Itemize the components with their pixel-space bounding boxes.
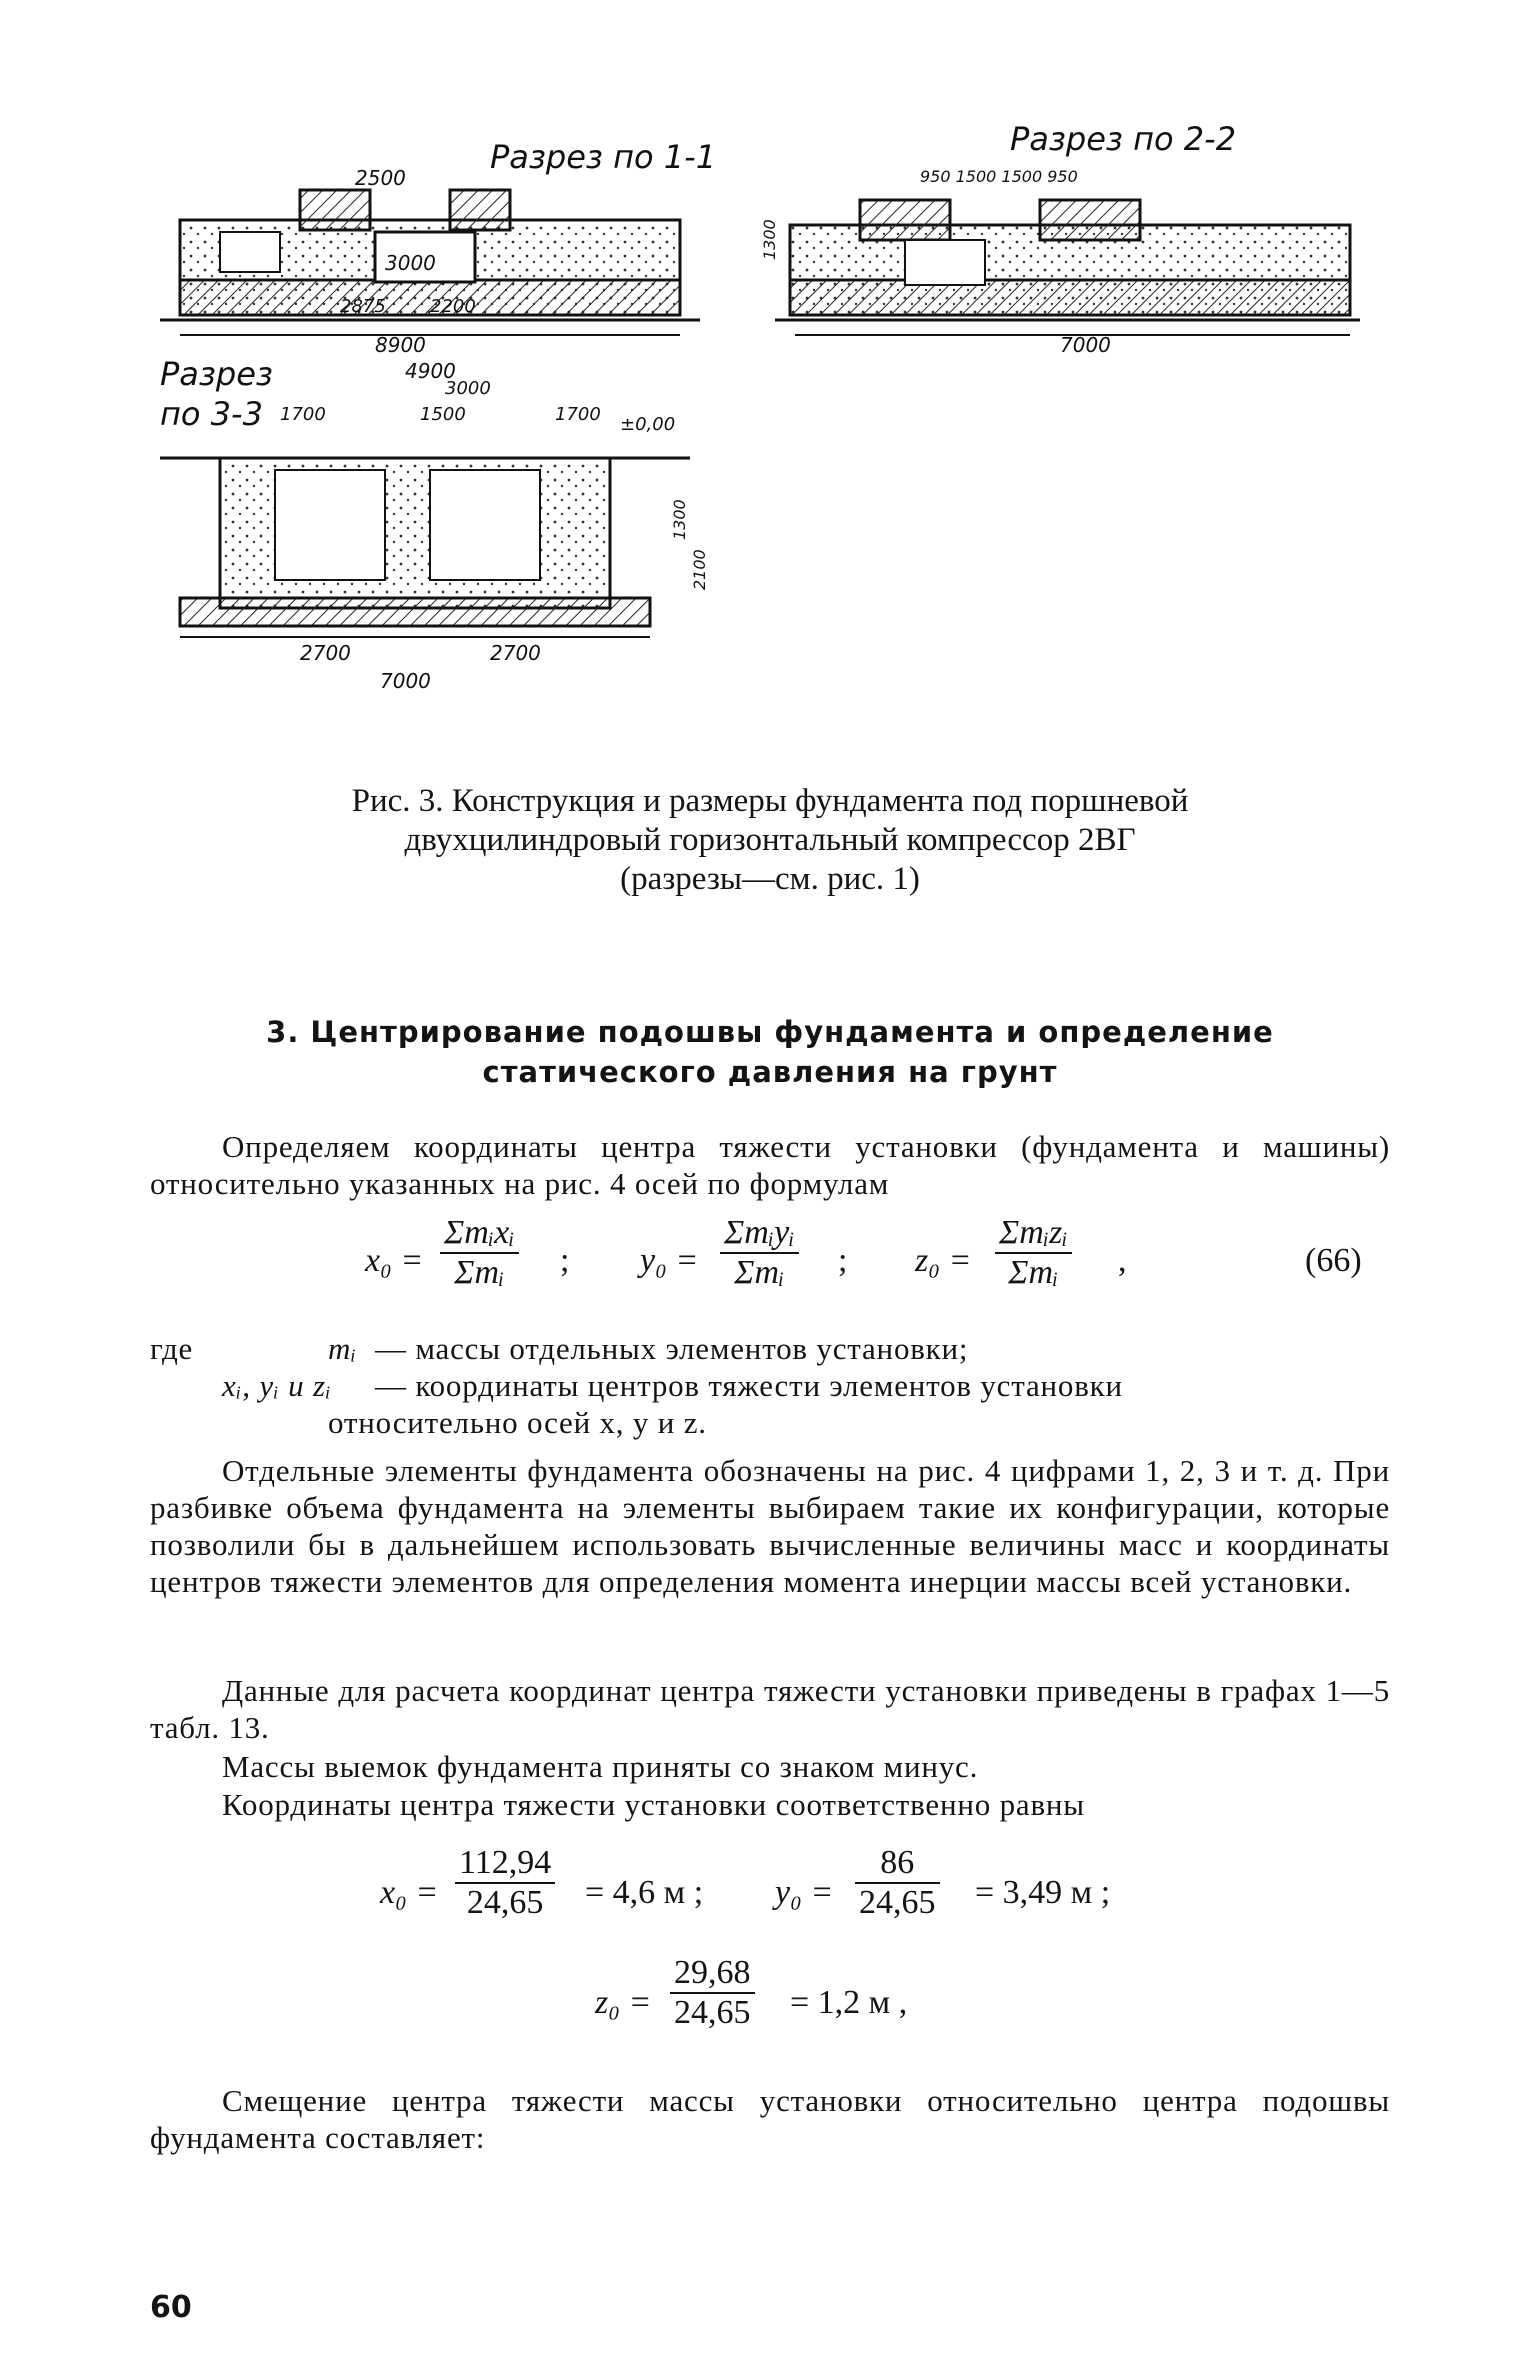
where-xyz-symbol: xᵢ, yᵢ и zᵢ <box>222 1368 332 1403</box>
page-number: 60 <box>150 2290 192 2325</box>
calc-x-result: = 4,6 м ; <box>585 1874 704 1911</box>
z0-numerator: Σmᵢzᵢ <box>995 1214 1072 1254</box>
calc-z-result: = 1,2 м , <box>790 1984 908 2021</box>
calc-y-denominator: 24,65 <box>859 1884 936 1921</box>
section-3-3-title-a: Разрез <box>160 355 273 393</box>
foundation-drawing <box>160 120 1360 780</box>
x0-separator: ; <box>560 1242 570 1279</box>
section-2-2-title: Разрез по 2-2 <box>1010 120 1237 158</box>
where-m-symbol: mᵢ <box>328 1331 357 1366</box>
dim-s3-1700a: 1700 <box>280 404 326 425</box>
dim-s1-2500: 2500 <box>355 166 406 190</box>
paragraph-5: Смещение центра тяжести массы установки относительно центра подошвы фундамента составляет: <box>150 2083 1390 2155</box>
heading-line-2: статического давления на грунт <box>482 1055 1058 1089</box>
dim-s3-zero: ±0,00 <box>620 414 676 435</box>
paragraph-3: Массы выемок фундамента приняты со знаком минус. <box>222 1749 979 1784</box>
x0-fraction <box>440 1214 519 1292</box>
calc-y-result: = 3,49 м ; <box>975 1874 1111 1911</box>
dim-s3-1300: 1300 <box>670 499 689 540</box>
dim-s3-2700a: 2700 <box>300 641 351 665</box>
intro-paragraph: Определяем координаты центра тяжести установки (фундамента и машины) относительно указанных на рис. 4 осей по формулам <box>150 1129 1390 1201</box>
x0-numerator: Σmᵢxᵢ <box>440 1214 519 1254</box>
where-label: где <box>150 1331 194 1366</box>
calc-y-numerator: 86 <box>855 1844 940 1884</box>
heading-line-1: 3. Центрирование подошвы фундамента и определение <box>266 1015 1274 1049</box>
calc-x-fraction <box>455 1844 555 1922</box>
x0-denominator: Σmᵢ <box>454 1254 505 1291</box>
z0-lhs: z₀ = <box>915 1242 972 1279</box>
dim-s3-1700b: 1700 <box>555 404 601 425</box>
z0-separator: , <box>1118 1242 1127 1279</box>
dim-s3-3000: 3000 <box>445 378 491 399</box>
dim-s2-7000: 7000 <box>1060 333 1111 357</box>
section-heading <box>230 1012 1310 1092</box>
paragraph-4: Координаты центра тяжести установки соответственно равны <box>222 1787 1085 1822</box>
caption-line-2: двухцилиндровый горизонтальный компрессор 2ВГ <box>404 822 1136 858</box>
caption-line-3: (разрезы—см. рис. 1) <box>620 861 920 897</box>
y0-numerator: Σmᵢyᵢ <box>720 1214 799 1254</box>
section-3-3-title-b: по 3-3 <box>160 395 263 433</box>
equation-number: (66) <box>1305 1242 1362 1279</box>
dim-s3-7000: 7000 <box>380 669 431 693</box>
dim-s3-2100: 2100 <box>690 549 709 590</box>
section-1-1-title: Разрез по 1-1 <box>490 138 717 176</box>
calc-z-fraction <box>670 1954 755 2032</box>
y0-lhs: y₀ = <box>640 1242 699 1279</box>
calc-x-denominator: 24,65 <box>466 1884 544 1921</box>
z0-denominator: Σmᵢ <box>1008 1254 1059 1291</box>
calc-z-lhs: z₀ = <box>595 1984 652 2021</box>
calc-z-denominator: 24,65 <box>674 1994 751 2031</box>
where-xyz-cont: относительно осей x, y и z. <box>328 1405 707 1440</box>
dim-s1-8900: 8900 <box>375 333 426 357</box>
center-calculation <box>0 1840 1535 2060</box>
y0-denominator: Σmᵢ <box>734 1254 785 1291</box>
where-m-text: — массы отдельных элементов установки; <box>375 1331 969 1366</box>
dim-s3-4900: 4900 <box>405 359 456 383</box>
dim-s1-2200: 2200 <box>430 296 476 317</box>
calc-x-numerator: 112,94 <box>455 1844 555 1884</box>
formula-66 <box>0 1210 1535 1310</box>
paragraph-1: Отдельные элементы фундамента обозначены на рис. 4 цифрами 1, 2, 3 и т. д. При разбивке объема фундамента на элементы выбираем такие их конфигурации, которые позволили бы в дальнейшем использовать вычисленные величины масс и координаты центров тяжести элементов для определения момента инерции массы всей установки. <box>150 1453 1390 1599</box>
y0-separator: ; <box>838 1242 848 1279</box>
section-3-3 <box>160 355 709 693</box>
dim-s3-2700b: 2700 <box>490 641 541 665</box>
section-1-1 <box>160 138 716 357</box>
z0-fraction <box>995 1214 1072 1292</box>
caption-line-1: Рис. 3. Конструкция и размеры фундамента под поршневой <box>351 783 1189 819</box>
where-block <box>150 1330 1390 1441</box>
calc-z-numerator: 29,68 <box>670 1954 755 1994</box>
section-2-2 <box>760 120 1360 357</box>
calc-y-lhs: y₀ = <box>775 1874 834 1911</box>
dim-s2-top: 950 1500 1500 950 <box>920 167 1078 186</box>
dim-s1-3000: 3000 <box>385 251 436 275</box>
where-xyz-text: — координаты центров тяжести элементов установки <box>375 1368 1123 1403</box>
calc-x-lhs: x₀ = <box>380 1874 439 1911</box>
dim-s1-2875: 2875 <box>340 296 386 317</box>
y0-fraction <box>720 1214 799 1292</box>
dim-s2-1300: 1300 <box>760 219 779 260</box>
calc-y-fraction <box>855 1844 940 1922</box>
x0-lhs: x₀ = <box>365 1242 424 1279</box>
figure-caption <box>230 782 1310 899</box>
dim-s3-1500: 1500 <box>420 404 466 425</box>
paragraph-2: Данные для расчета координат центра тяжести установки приведены в графах 1—5 табл. 13. <box>150 1673 1390 1745</box>
